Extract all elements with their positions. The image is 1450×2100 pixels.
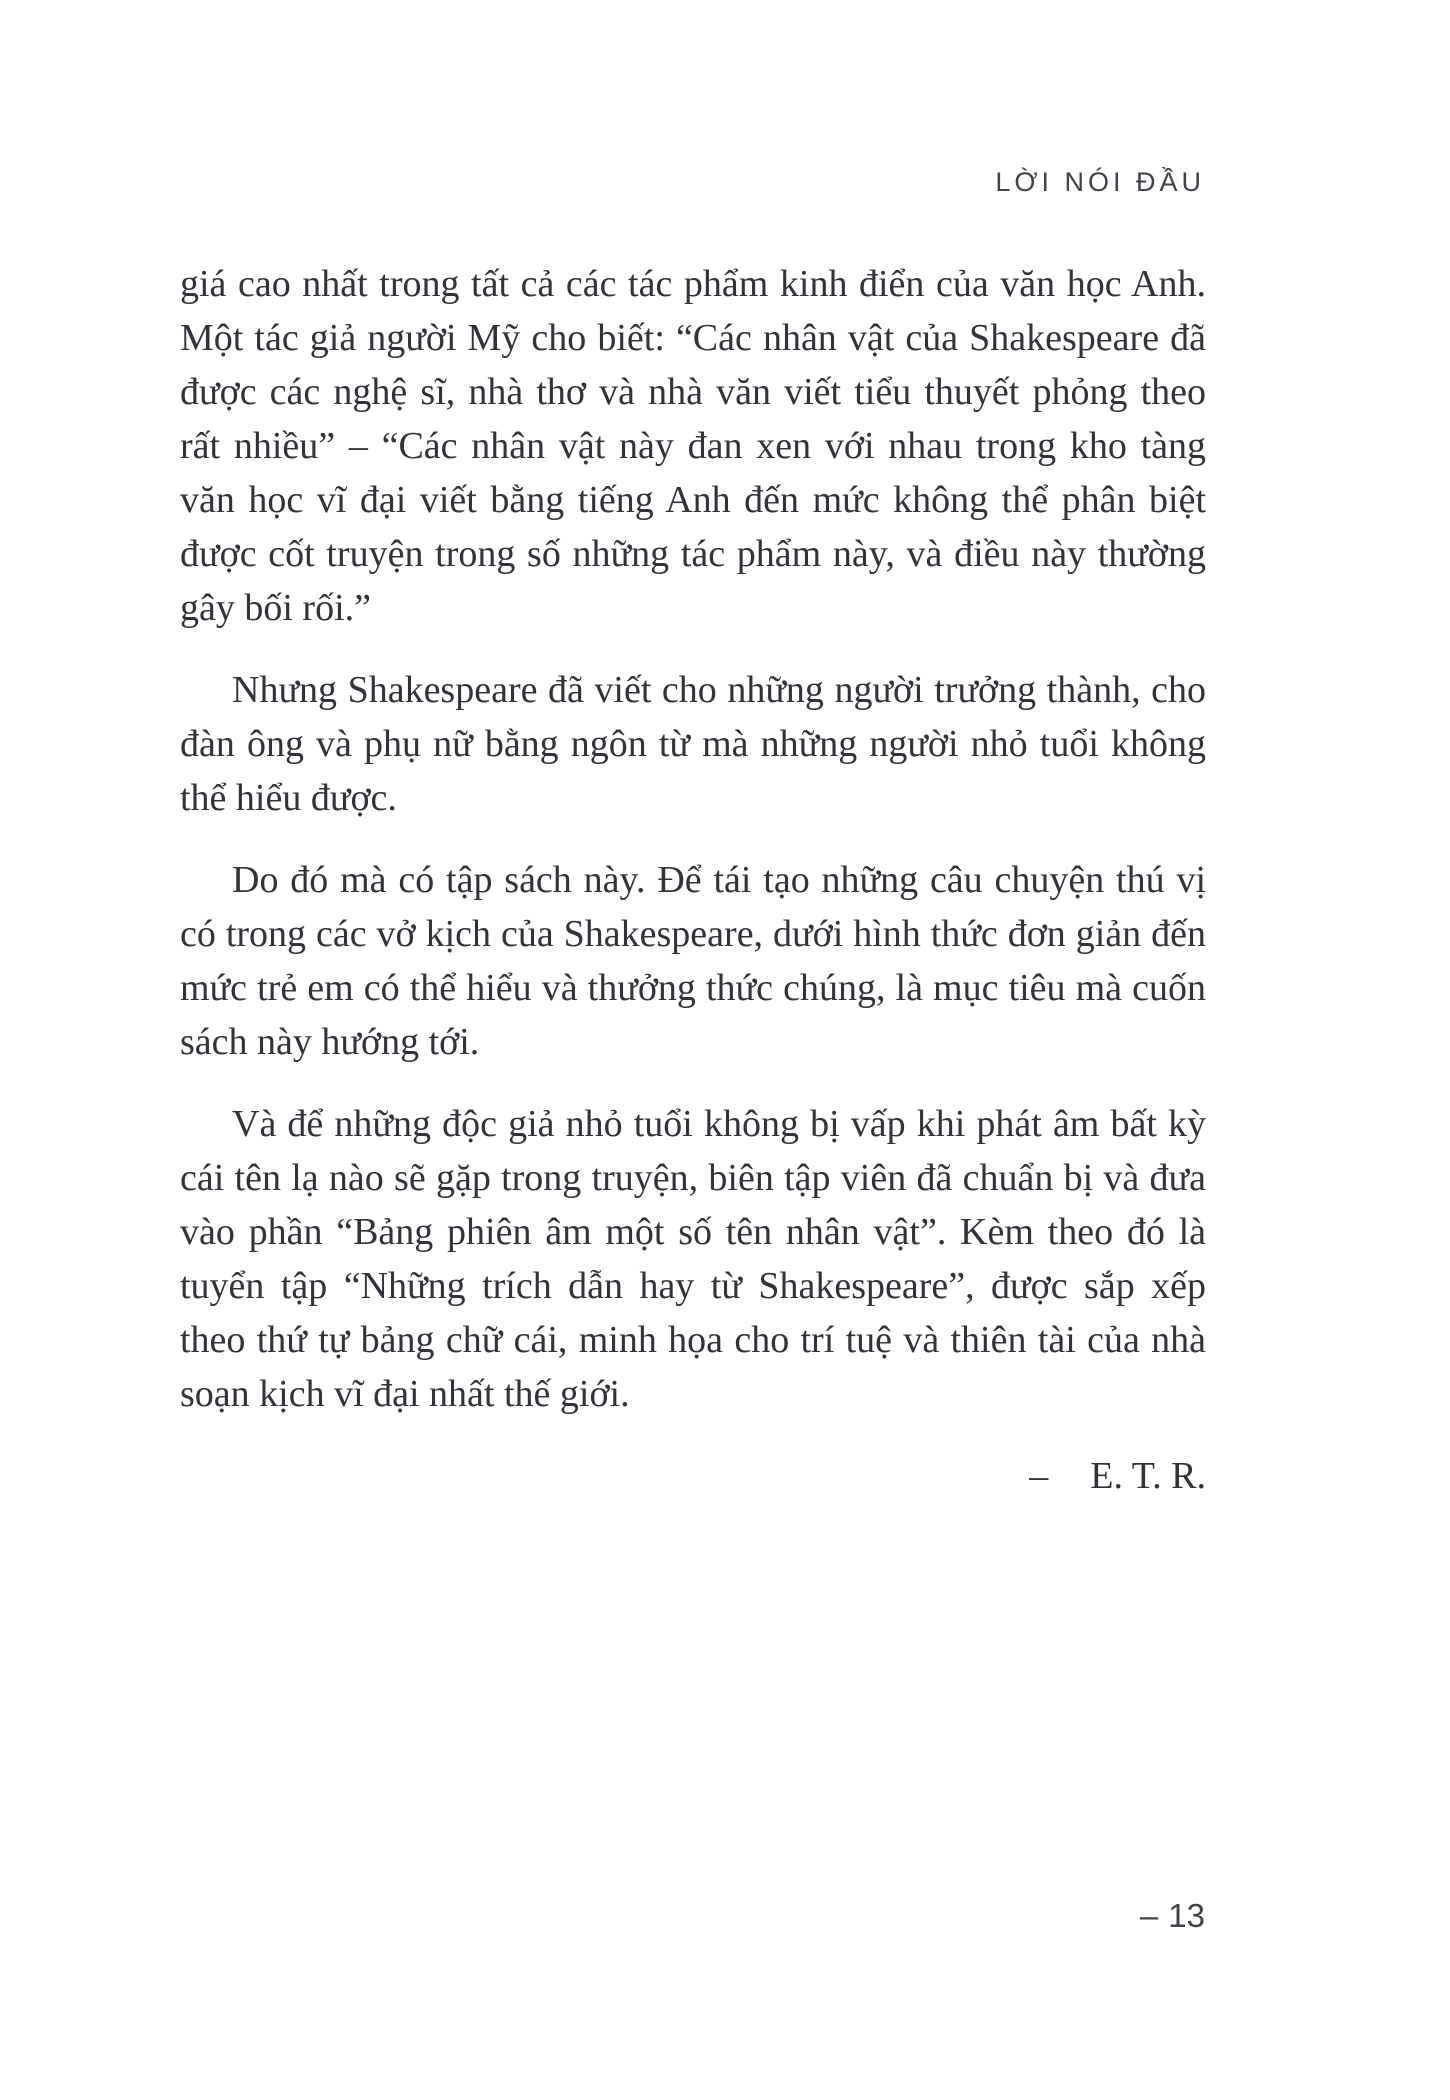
signature-initials: E. T. R. — [1090, 1455, 1206, 1497]
paragraph: Nhưng Shakespeare đã viết cho những người trưởng thành, cho đàn ông và phụ nữ bằng ngôn từ mà những người nhỏ tuổi không thể hiểu được. — [180, 669, 1206, 819]
page-number-value: 13 — [1168, 1897, 1205, 1934]
paragraph: giá cao nhất trong tất cả các tác phẩm kinh điển của văn học Anh. Một tác giả người Mỹ cho biết: “Các nhân vật của Shakespeare đã được các nghệ sĩ, nhà thơ và nhà văn viết tiểu thuyết phỏng theo rất nhiều” – “Các nhân vật này đan xen với nhau trong kho tàng văn học vĩ đại viết bằng tiếng Anh đến mức không thể phân biệt được cốt truyện trong số những tác phẩm này, và điều này thường gây bối rối.” — [180, 263, 1206, 629]
paragraph: Do đó mà có tập sách này. Để tái tạo những câu chuyện thú vị có trong các vở kịch của Shakespeare, dưới hình thức đơn giản đến mức trẻ em có thể hiểu và thưởng thức chúng, là mục tiêu mà cuốn sách này hướng tới. — [180, 859, 1206, 1063]
body-text — [180, 257, 1206, 1503]
running-head-title: LỜI NÓI ĐẦU — [995, 167, 1205, 197]
page-number-dash: – — [1139, 1897, 1159, 1934]
paragraph: Và để những độc giả nhỏ tuổi không bị vấp khi phát âm bất kỳ cái tên lạ nào sẽ gặp trong truyện, biên tập viên đã chuẩn bị và đưa vào phần “Bảng phiên âm một số tên nhân vật”. Kèm theo đó là tuyển tập “Những trích dẫn hay từ Shakespeare”, được sắp xếp theo thứ tự bảng chữ cái, minh họa cho trí tuệ và thiên tài của nhà soạn kịch vĩ đại nhất thế giới. — [180, 1103, 1206, 1415]
page-number — [1140, 1897, 1205, 1935]
signature — [180, 1449, 1206, 1503]
signature-dash: – — [1029, 1455, 1049, 1497]
